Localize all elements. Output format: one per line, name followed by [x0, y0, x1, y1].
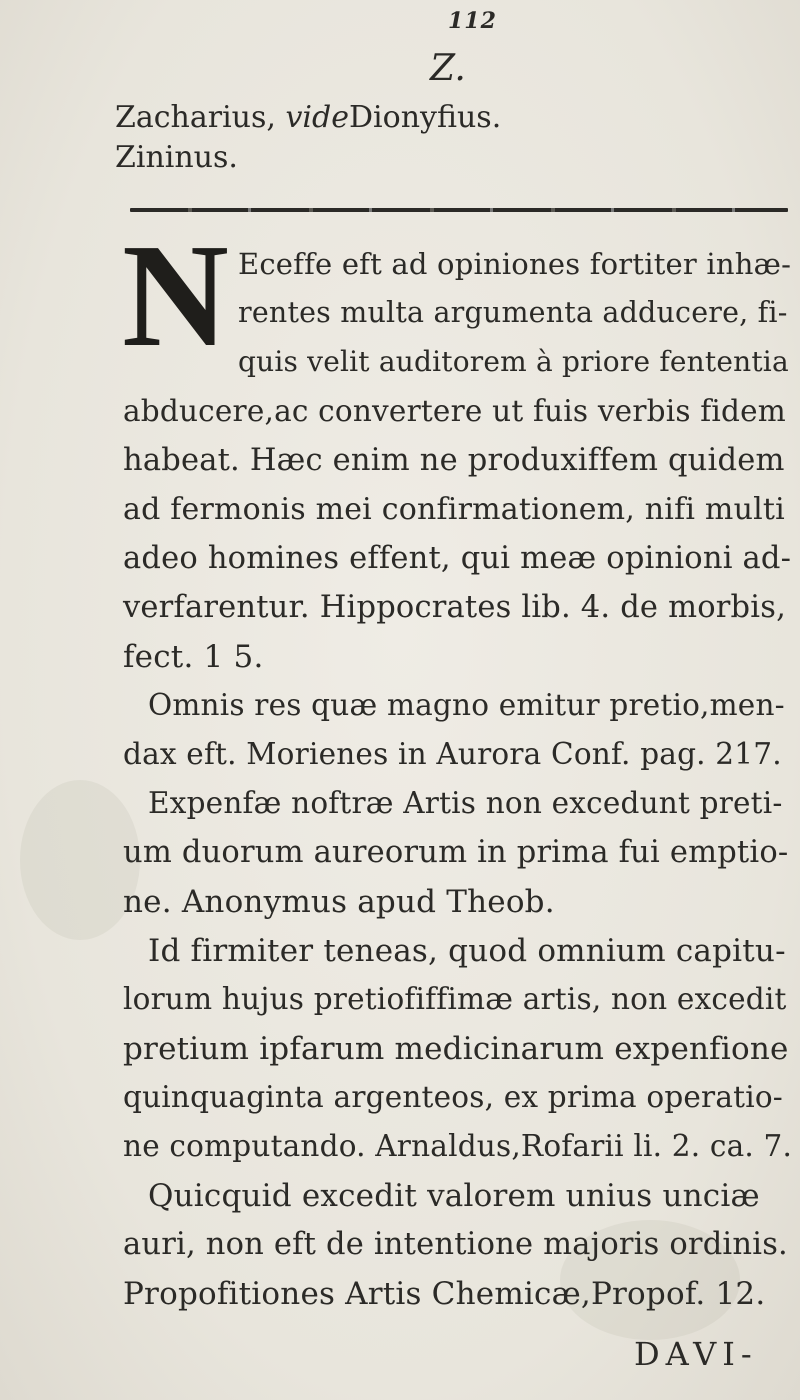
text-line: auri, non eft de intentione majoris ordinis. [123, 1227, 788, 1262]
text-line: adeo homines effent, qui meæ opinioni ad- [123, 541, 792, 576]
text-line: lorum hujus pretiofiffimæ artis, non excedit [123, 982, 787, 1016]
page-number: 112 [448, 8, 497, 34]
drop-cap: N [122, 238, 229, 354]
text-line: fect. 1 5. [123, 639, 264, 675]
catchword: DAVI- [634, 1335, 758, 1373]
index-entry [115, 100, 501, 135]
text-line: um duorum aureorum in prima fui emptio- [123, 835, 789, 870]
text-line: quinquaginta argenteos, ex prima operatio- [123, 1080, 783, 1114]
entry-name: Zininus. [115, 140, 238, 175]
entry-reference: Dionyfius. [349, 100, 502, 135]
text-line: abducere,ac convertere ut fuis verbis fidem [123, 394, 786, 428]
text-line: quis velit auditorem à priore fententia [238, 345, 789, 378]
text-line: ne. Anonymus apud Theob. [123, 884, 555, 920]
entry-name: Zacharius, [115, 100, 276, 135]
text-line: Propofitiones Artis Chemicæ,Propof. 12. [123, 1276, 766, 1312]
text-line: verfarentur. Hippocrates lib. 4. de morbis, [123, 590, 786, 625]
text-line: Expenfæ noftræ Artis non excedunt preti- [148, 786, 783, 820]
text-line: pretium ipfarum medicinarum expenfione [123, 1031, 789, 1067]
text-line: rentes multa argumenta adducere, fi- [238, 296, 788, 329]
section-letter: Z. [430, 48, 466, 89]
text-line: Omnis res quæ magno emitur pretio,men- [148, 688, 785, 722]
text-line: Id firmiter teneas, quod omnium capitu- [148, 933, 786, 969]
text-line: dax eft. Morienes in Aurora Conf. pag. 217. [123, 737, 782, 771]
index-entry [115, 140, 238, 175]
entry-vide: vide [285, 100, 349, 135]
text-line: habeat. Hæc enim ne produxiffem quidem [123, 443, 785, 478]
text-line: ne computando. Arnaldus,Rofarii li. 2. ca. 7. [123, 1129, 793, 1163]
text-line: Eceffe eft ad opiniones fortiter inhæ- [238, 247, 792, 281]
text-line: Quicquid excedit valorem unius unciæ [148, 1178, 760, 1214]
horizontal-rule [130, 208, 788, 212]
text-line: ad fermonis mei confirmationem, nifi multi [123, 492, 785, 527]
